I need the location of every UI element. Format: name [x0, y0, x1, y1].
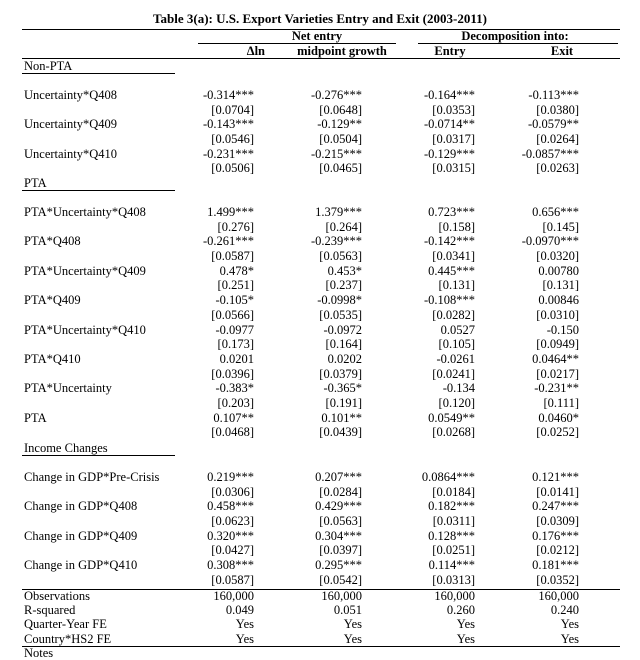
- coefficient-cell: 0.0464**: [532, 352, 579, 366]
- coefficient-cell: -0.129***: [423, 146, 475, 161]
- std-error-cell: [0.0566]: [211, 307, 254, 322]
- stat-value: 0.049: [225, 603, 254, 618]
- coefficient-cell: -0.143***: [202, 117, 254, 132]
- row-label: PTA*Q410: [24, 352, 81, 366]
- std-error-cell: [0.0542]: [319, 572, 362, 587]
- stat-value: Yes: [560, 617, 579, 632]
- coefficient-cell: -0.0977: [215, 322, 254, 337]
- coefficient-cell: 0.429***: [315, 499, 362, 514]
- col-header-dln: Δln: [246, 44, 265, 58]
- std-error-cell: [0.0306]: [211, 484, 254, 499]
- coefficient-cell: 0.0549**: [428, 410, 475, 425]
- std-error-cell: [0.0546]: [211, 131, 254, 146]
- std-error-cell: [0.0217]: [536, 366, 579, 381]
- coefficient-cell: -0.108***: [423, 293, 475, 308]
- std-error-cell: [0.0563]: [319, 513, 362, 528]
- stat-value: Yes: [456, 617, 475, 632]
- coefficient-cell: 0.182***: [428, 499, 475, 514]
- header-rule: [22, 58, 620, 59]
- std-error-cell: [0.131]: [542, 278, 579, 293]
- std-error-cell: [0.276]: [217, 219, 254, 234]
- coefficient-cell: 0.0460*: [538, 410, 579, 425]
- row-label: PTA: [24, 410, 47, 425]
- row-label: Change in GDP*Q408: [24, 499, 138, 514]
- std-error-cell: [0.0268]: [432, 425, 475, 440]
- stat-value: Yes: [235, 631, 254, 646]
- row-label: Uncertainty*Q409: [24, 117, 118, 132]
- std-error-cell: [0.0587]: [211, 248, 254, 263]
- stat-value: 160,000: [321, 589, 362, 603]
- coefficient-cell: 0.114***: [428, 558, 475, 573]
- section-rule: [22, 455, 175, 456]
- std-error-cell: [0.0309]: [536, 513, 579, 528]
- coefficient-cell: 0.445***: [428, 263, 475, 278]
- std-error-cell: [0.0310]: [536, 307, 579, 322]
- std-error-cell: [0.0212]: [536, 543, 579, 558]
- row-label: PTA*Uncertainty*Q409: [24, 263, 146, 278]
- section-rule: [22, 73, 175, 74]
- row-label: Change in GDP*Q410: [24, 558, 138, 573]
- std-error-cell: [0.0264]: [536, 131, 579, 146]
- stat-label: R-squared: [24, 603, 76, 618]
- coefficient-cell: -0.105*: [215, 293, 254, 308]
- stat-value: 0.260: [446, 603, 475, 618]
- coefficient-cell: -0.0714**: [423, 117, 475, 132]
- std-error-cell: [0.0241]: [432, 366, 475, 381]
- coefficient-cell: 0.458***: [207, 499, 254, 514]
- col-header-midpoint: midpoint growth: [297, 44, 387, 58]
- coefficient-cell: -0.0970***: [521, 234, 579, 249]
- coefficient-cell: -0.0998*: [317, 293, 362, 308]
- std-error-cell: [0.0263]: [536, 161, 579, 176]
- std-error-cell: [0.264]: [325, 219, 362, 234]
- row-label: Change in GDP*Pre-Crisis: [24, 470, 160, 484]
- std-error-cell: [0.0315]: [432, 161, 475, 176]
- bottom-rule: [22, 646, 620, 647]
- std-error-cell: [0.0320]: [536, 248, 579, 263]
- coefficient-cell: 0.00780: [538, 263, 579, 278]
- std-error-cell: [0.0623]: [211, 513, 254, 528]
- std-error-cell: [0.0506]: [211, 161, 254, 176]
- std-error-cell: [0.0397]: [319, 543, 362, 558]
- row-label: Uncertainty*Q410: [24, 146, 118, 161]
- coefficient-cell: -0.365*: [323, 381, 362, 396]
- coefficient-cell: 0.128***: [428, 528, 475, 543]
- std-error-cell: [0.164]: [325, 337, 362, 352]
- net-entry-header: Net entry: [291, 29, 343, 43]
- std-error-cell: [0.0352]: [536, 572, 579, 587]
- coefficient-cell: 0.207***: [315, 470, 362, 484]
- coefficient-cell: 0.304***: [315, 528, 362, 543]
- coefficient-cell: 0.176***: [532, 528, 579, 543]
- std-error-cell: [0.191]: [325, 395, 362, 410]
- coefficient-cell: 0.0202: [327, 352, 362, 366]
- coefficient-cell: 0.121***: [532, 470, 579, 484]
- row-label: Change in GDP*Q409: [24, 528, 138, 543]
- coefficient-cell: -0.0579**: [527, 117, 579, 132]
- std-error-cell: [0.0587]: [211, 572, 254, 587]
- coefficient-cell: -0.276***: [310, 88, 362, 102]
- std-error-cell: [0.237]: [325, 278, 362, 293]
- coefficient-cell: 0.107**: [213, 410, 254, 425]
- stat-label: Country*HS2 FE: [24, 631, 112, 646]
- coefficient-cell: 0.0527: [440, 322, 475, 337]
- coefficient-cell: 0.656***: [532, 205, 579, 219]
- coefficient-cell: -0.113***: [528, 88, 579, 102]
- coefficient-cell: 1.499***: [207, 205, 254, 219]
- std-error-cell: [0.120]: [438, 395, 475, 410]
- coefficient-cell: -0.164***: [423, 88, 475, 102]
- section-header: PTA: [24, 176, 47, 190]
- coefficient-cell: -0.0857***: [521, 146, 579, 161]
- coefficient-cell: 0.0864***: [421, 470, 475, 484]
- std-error-cell: [0.0380]: [536, 102, 579, 117]
- coefficient-cell: 0.219***: [207, 470, 254, 484]
- stat-value: 0.240: [550, 603, 579, 618]
- std-error-cell: [0.0317]: [432, 131, 475, 146]
- coefficient-cell: -0.261***: [202, 234, 254, 249]
- std-error-cell: [0.0648]: [319, 102, 362, 117]
- std-error-cell: [0.203]: [217, 395, 254, 410]
- coefficient-cell: 0.478*: [219, 263, 254, 278]
- coefficient-cell: 0.723***: [428, 205, 475, 219]
- stat-value: Yes: [456, 631, 475, 646]
- stat-value: Yes: [235, 617, 254, 632]
- stat-value: Yes: [560, 631, 579, 646]
- std-error-cell: [0.145]: [542, 219, 579, 234]
- row-label: PTA*Uncertainty: [24, 381, 112, 396]
- std-error-cell: [0.0704]: [211, 102, 254, 117]
- coefficient-cell: -0.0972: [323, 322, 362, 337]
- std-error-cell: [0.0465]: [319, 161, 362, 176]
- std-error-cell: [0.251]: [217, 278, 254, 293]
- col-header-exit: Exit: [550, 44, 574, 58]
- coefficient-cell: 0.0201: [219, 352, 254, 366]
- coefficient-cell: -0.383*: [215, 381, 254, 396]
- stat-value: Yes: [343, 617, 362, 632]
- std-error-cell: [0.131]: [438, 278, 475, 293]
- std-error-cell: [0.0427]: [211, 543, 254, 558]
- std-error-cell: [0.0353]: [432, 102, 475, 117]
- std-error-cell: [0.0251]: [432, 543, 475, 558]
- std-error-cell: [0.0535]: [319, 307, 362, 322]
- stat-label: Quarter-Year FE: [24, 617, 107, 632]
- coefficient-cell: 0.453*: [327, 263, 362, 278]
- coefficient-cell: 0.181***: [532, 558, 579, 573]
- coefficient-cell: -0.239***: [310, 234, 362, 249]
- section-rule: [22, 190, 175, 191]
- std-error-cell: [0.173]: [217, 337, 254, 352]
- stat-value: 160,000: [213, 589, 254, 603]
- coefficient-cell: -0.215***: [310, 146, 362, 161]
- coefficient-cell: 0.00846: [538, 293, 579, 308]
- std-error-cell: [0.158]: [438, 219, 475, 234]
- section-header: Income Changes: [24, 441, 108, 455]
- std-error-cell: [0.0468]: [211, 425, 254, 440]
- row-label: PTA*Q408: [24, 234, 81, 249]
- stat-value: Yes: [343, 631, 362, 646]
- row-label: Uncertainty*Q408: [24, 88, 118, 102]
- std-error-cell: [0.0313]: [432, 572, 475, 587]
- coefficient-cell: 0.308***: [207, 558, 254, 573]
- stat-value: 160,000: [434, 589, 475, 603]
- coefficient-cell: 1.379***: [315, 205, 362, 219]
- row-label: PTA*Uncertainty*Q410: [24, 322, 146, 337]
- coefficient-cell: -0.0261: [436, 352, 475, 366]
- std-error-cell: [0.0284]: [319, 484, 362, 499]
- std-error-cell: [0.0949]: [536, 337, 579, 352]
- coefficient-cell: -0.314***: [202, 88, 254, 102]
- std-error-cell: [0.0184]: [432, 484, 475, 499]
- coefficient-cell: -0.134: [442, 381, 475, 396]
- std-error-cell: [0.0282]: [432, 307, 475, 322]
- stat-label: Observations: [24, 589, 90, 603]
- table-title: Table 3(a): U.S. Export Varieties Entry and Exit (2003-2011): [153, 11, 487, 26]
- notes-label: Notes: [24, 646, 54, 660]
- stat-value: 160,000: [538, 589, 579, 603]
- std-error-cell: [0.0379]: [319, 366, 362, 381]
- std-error-cell: [0.0504]: [319, 131, 362, 146]
- stat-value: 0.051: [333, 603, 362, 618]
- decomposition-header: Decomposition into:: [461, 29, 569, 43]
- coefficient-cell: 0.295***: [315, 558, 362, 573]
- std-error-cell: [0.0396]: [211, 366, 254, 381]
- std-error-cell: [0.111]: [543, 395, 579, 410]
- coefficient-cell: 0.101**: [321, 410, 362, 425]
- coefficient-cell: -0.150: [546, 322, 579, 337]
- coefficient-cell: -0.142***: [423, 234, 475, 249]
- std-error-cell: [0.0439]: [319, 425, 362, 440]
- coefficient-cell: -0.231**: [534, 381, 579, 396]
- coefficient-cell: -0.231***: [202, 146, 254, 161]
- col-header-entry: Entry: [434, 44, 466, 58]
- std-error-cell: [0.0141]: [536, 484, 579, 499]
- coefficient-cell: 0.247***: [532, 499, 579, 514]
- section-header: Non-PTA: [24, 59, 73, 73]
- coefficient-cell: -0.129**: [317, 117, 362, 132]
- row-label: PTA*Uncertainty*Q408: [24, 205, 146, 219]
- std-error-cell: [0.105]: [438, 337, 475, 352]
- std-error-cell: [0.0252]: [536, 425, 579, 440]
- std-error-cell: [0.0341]: [432, 248, 475, 263]
- row-label: PTA*Q409: [24, 293, 81, 308]
- std-error-cell: [0.0311]: [432, 513, 475, 528]
- std-error-cell: [0.0563]: [319, 248, 362, 263]
- coefficient-cell: 0.320***: [207, 528, 254, 543]
